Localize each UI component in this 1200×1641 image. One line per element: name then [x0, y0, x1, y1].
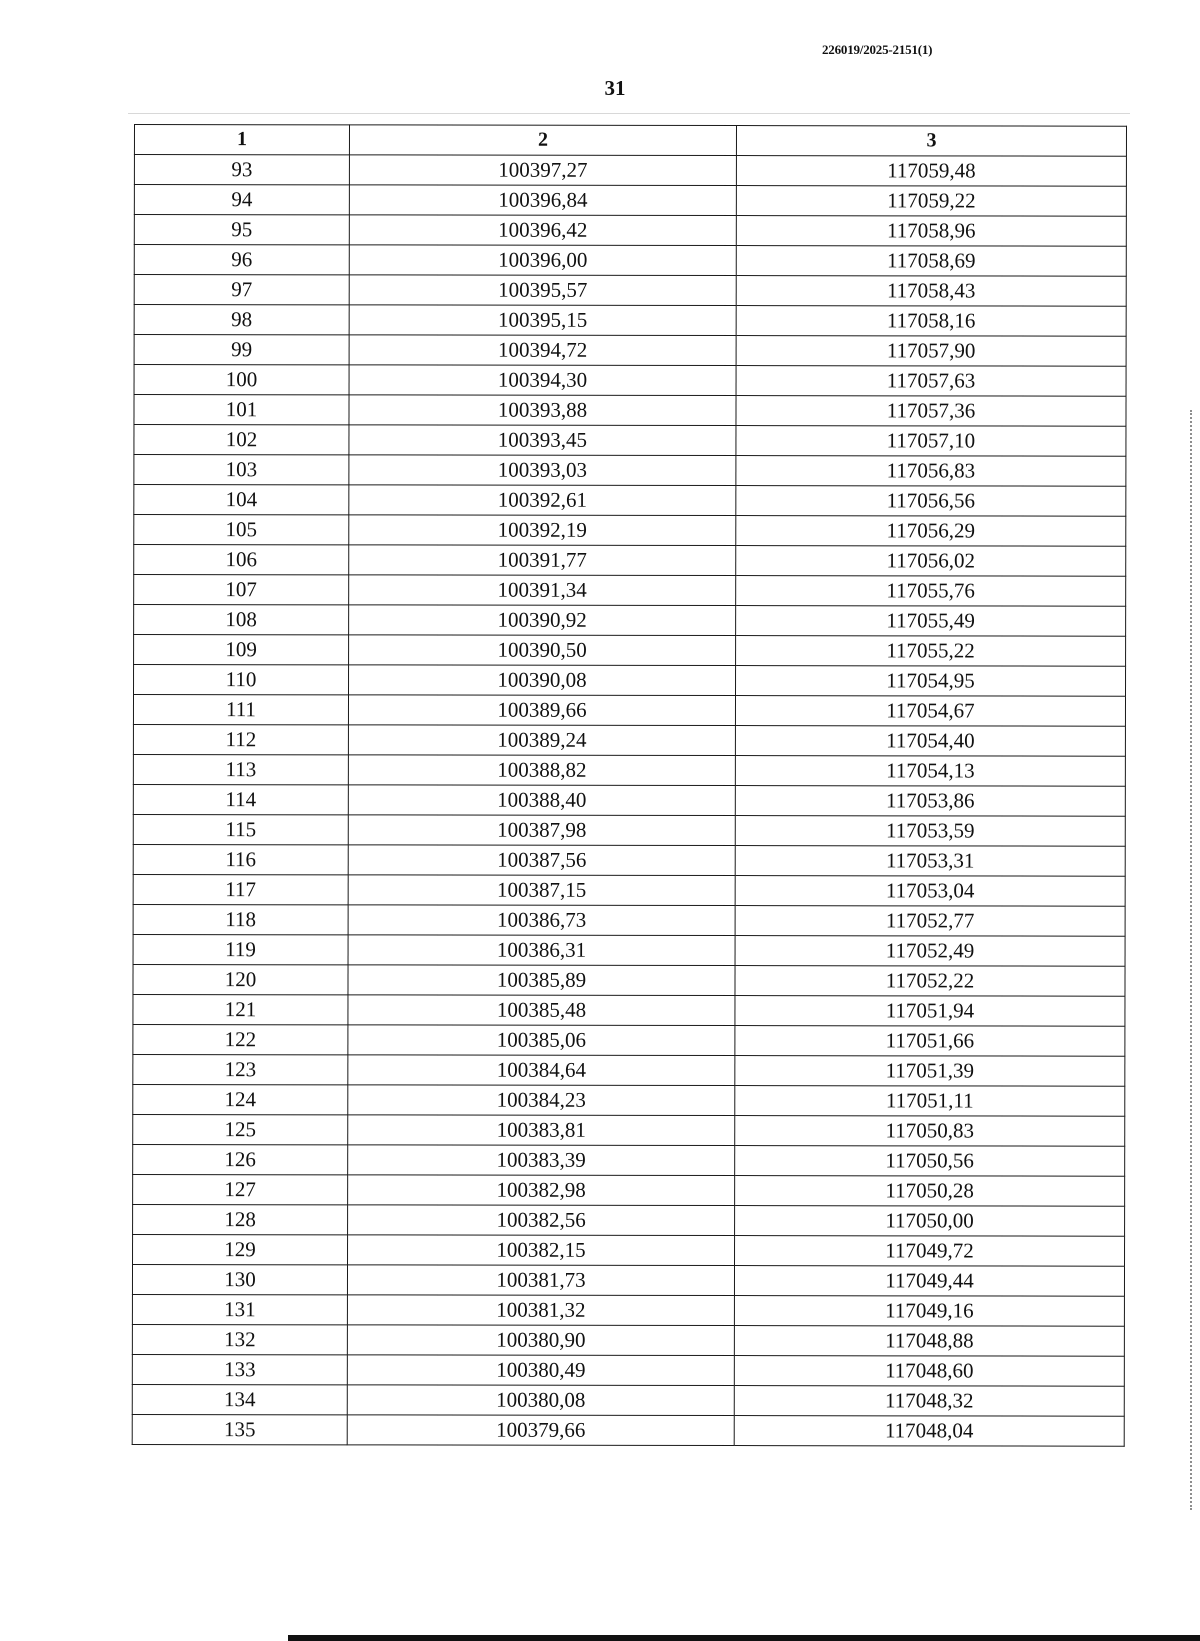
column-header-2: 2 [349, 125, 736, 156]
column-header-3: 3 [736, 126, 1126, 157]
table-row [134, 245, 1126, 277]
x-coordinate-cell: 100383,39 [348, 1145, 735, 1176]
point-number-cell: 112 [133, 724, 348, 754]
point-number-cell: 119 [133, 934, 348, 964]
point-number-cell: 132 [132, 1324, 347, 1354]
point-number-cell: 118 [133, 904, 348, 934]
x-coordinate-cell: 100380,90 [347, 1325, 734, 1356]
y-coordinate-cell: 117051,94 [735, 996, 1125, 1027]
table-row [133, 1054, 1125, 1086]
point-number-cell: 129 [133, 1234, 348, 1264]
x-coordinate-cell: 100381,73 [347, 1265, 734, 1296]
y-coordinate-cell: 117058,69 [736, 246, 1126, 277]
y-coordinate-cell: 117056,29 [736, 516, 1126, 547]
point-number-cell: 97 [134, 275, 349, 305]
point-number-cell: 115 [133, 814, 348, 844]
point-number-cell: 108 [134, 605, 349, 635]
point-number-cell: 104 [134, 485, 349, 515]
table-row [134, 335, 1126, 367]
x-coordinate-cell: 100393,45 [349, 425, 736, 456]
table-row [133, 754, 1125, 786]
x-coordinate-cell: 100396,84 [349, 185, 736, 216]
x-coordinate-cell: 100393,03 [349, 455, 736, 486]
coordinates-table-wrapper [132, 124, 1126, 1447]
table-row [133, 1024, 1125, 1056]
x-coordinate-cell: 100385,06 [348, 1025, 735, 1056]
point-number-cell: 106 [134, 545, 349, 575]
point-number-cell: 117 [133, 874, 348, 904]
point-number-cell: 123 [133, 1054, 348, 1084]
x-coordinate-cell: 100397,27 [349, 155, 736, 186]
point-number-cell: 121 [133, 994, 348, 1024]
table-row [134, 515, 1126, 547]
table-row [133, 1144, 1125, 1176]
x-coordinate-cell: 100385,89 [348, 965, 735, 996]
y-coordinate-cell: 117053,04 [735, 876, 1125, 907]
table-header-row [134, 125, 1126, 157]
x-coordinate-cell: 100390,50 [349, 635, 736, 666]
table-row [134, 635, 1126, 667]
y-coordinate-cell: 117054,13 [735, 756, 1125, 787]
y-coordinate-cell: 117051,39 [735, 1056, 1125, 1087]
point-number-cell: 134 [132, 1384, 347, 1414]
table-row [133, 904, 1125, 936]
table-row [133, 1234, 1125, 1266]
y-coordinate-cell: 117054,40 [735, 726, 1125, 757]
y-coordinate-cell: 117053,59 [735, 816, 1125, 847]
x-coordinate-cell: 100395,57 [349, 275, 736, 306]
point-number-cell: 122 [133, 1024, 348, 1054]
table-row [134, 305, 1126, 337]
document-id: 226019/2025-2151(1) [822, 42, 933, 57]
y-coordinate-cell: 117055,76 [736, 576, 1126, 607]
page-number: 31 [604, 76, 626, 100]
scan-edge-artifact [1188, 410, 1192, 1510]
x-coordinate-cell: 100390,08 [349, 665, 736, 696]
table-row [134, 365, 1126, 397]
x-coordinate-cell: 100385,48 [348, 995, 735, 1026]
y-coordinate-cell: 117056,83 [736, 456, 1126, 487]
x-coordinate-cell: 100389,66 [348, 695, 735, 726]
point-number-cell: 135 [132, 1414, 347, 1444]
x-coordinate-cell: 100393,88 [349, 395, 736, 426]
scan-hairline [128, 113, 1130, 114]
table-row [132, 1354, 1124, 1386]
y-coordinate-cell: 117052,49 [735, 936, 1125, 967]
y-coordinate-cell: 117058,16 [736, 306, 1126, 337]
point-number-cell: 103 [134, 455, 349, 485]
y-coordinate-cell: 117057,90 [736, 336, 1126, 367]
point-number-cell: 100 [134, 365, 349, 395]
y-coordinate-cell: 117057,10 [736, 426, 1126, 457]
y-coordinate-cell: 117056,56 [736, 486, 1126, 517]
table-row [134, 155, 1126, 187]
y-coordinate-cell: 117050,56 [735, 1146, 1125, 1177]
table-row [132, 1414, 1124, 1446]
table-row [133, 784, 1125, 816]
x-coordinate-cell: 100387,15 [348, 875, 735, 906]
table-row [134, 395, 1126, 427]
point-number-cell: 101 [134, 395, 349, 425]
table-row [133, 814, 1125, 846]
table-row [133, 695, 1125, 727]
x-coordinate-cell: 100380,08 [347, 1385, 734, 1416]
y-coordinate-cell: 117055,22 [736, 636, 1126, 667]
x-coordinate-cell: 100389,24 [348, 725, 735, 756]
table-body [132, 155, 1126, 1447]
point-number-cell: 110 [134, 665, 349, 695]
x-coordinate-cell: 100380,49 [347, 1355, 734, 1386]
table-row [133, 964, 1125, 996]
y-coordinate-cell: 117050,28 [735, 1176, 1125, 1207]
x-coordinate-cell: 100390,92 [349, 605, 736, 636]
point-number-cell: 96 [134, 245, 349, 275]
table-row [132, 1294, 1124, 1326]
point-number-cell: 109 [134, 635, 349, 665]
point-number-cell: 99 [134, 335, 349, 365]
x-coordinate-cell: 100382,56 [348, 1205, 735, 1236]
x-coordinate-cell: 100384,23 [348, 1085, 735, 1116]
y-coordinate-cell: 117048,60 [734, 1356, 1124, 1387]
point-number-cell: 133 [132, 1354, 347, 1384]
y-coordinate-cell: 117054,67 [735, 696, 1125, 727]
table-row [133, 844, 1125, 876]
coordinates-table [132, 124, 1127, 1447]
x-coordinate-cell: 100383,81 [348, 1115, 735, 1146]
table-row [132, 1264, 1124, 1296]
y-coordinate-cell: 117049,16 [734, 1296, 1124, 1327]
x-coordinate-cell: 100384,64 [348, 1055, 735, 1086]
table-row [134, 485, 1126, 517]
point-number-cell: 128 [133, 1204, 348, 1234]
x-coordinate-cell: 100396,42 [349, 215, 736, 246]
table-row [134, 455, 1126, 487]
y-coordinate-cell: 117056,02 [736, 546, 1126, 577]
y-coordinate-cell: 117059,22 [736, 186, 1126, 217]
y-coordinate-cell: 117059,48 [736, 156, 1126, 187]
point-number-cell: 94 [134, 185, 349, 215]
point-number-cell: 126 [133, 1144, 348, 1174]
table-row [134, 275, 1126, 307]
table-row [134, 665, 1126, 697]
y-coordinate-cell: 117048,32 [734, 1386, 1124, 1417]
column-header-1: 1 [134, 125, 349, 155]
y-coordinate-cell: 117049,44 [734, 1266, 1124, 1297]
table-row [134, 185, 1126, 217]
y-coordinate-cell: 117052,77 [735, 906, 1125, 937]
y-coordinate-cell: 117051,11 [735, 1086, 1125, 1117]
table-row [133, 874, 1125, 906]
y-coordinate-cell: 117048,04 [734, 1416, 1124, 1447]
point-number-cell: 105 [134, 515, 349, 545]
table-row [133, 724, 1125, 756]
point-number-cell: 127 [133, 1174, 348, 1204]
x-coordinate-cell: 100396,00 [349, 245, 736, 276]
y-coordinate-cell: 117054,95 [736, 666, 1126, 697]
table-row [133, 994, 1125, 1026]
x-coordinate-cell: 100382,98 [348, 1175, 735, 1206]
point-number-cell: 113 [133, 754, 348, 784]
y-coordinate-cell: 117052,22 [735, 966, 1125, 997]
x-coordinate-cell: 100395,15 [349, 305, 736, 336]
table-row [134, 545, 1126, 577]
table-row [132, 1324, 1124, 1356]
x-coordinate-cell: 100388,40 [348, 785, 735, 816]
y-coordinate-cell: 117058,43 [736, 276, 1126, 307]
point-number-cell: 131 [132, 1294, 347, 1324]
x-coordinate-cell: 100392,19 [349, 515, 736, 546]
table-row [133, 1204, 1125, 1236]
y-coordinate-cell: 117050,83 [735, 1116, 1125, 1147]
table-row [134, 575, 1126, 607]
table-row [133, 1174, 1125, 1206]
x-coordinate-cell: 100387,56 [348, 845, 735, 876]
x-coordinate-cell: 100394,30 [349, 365, 736, 396]
x-coordinate-cell: 100387,98 [348, 815, 735, 846]
point-number-cell: 102 [134, 425, 349, 455]
x-coordinate-cell: 100381,32 [347, 1295, 734, 1326]
point-number-cell: 107 [134, 575, 349, 605]
table-row [134, 215, 1126, 247]
table-row [133, 1114, 1125, 1146]
x-coordinate-cell: 100388,82 [348, 755, 735, 786]
x-coordinate-cell: 100379,66 [347, 1415, 734, 1446]
point-number-cell: 93 [134, 155, 349, 185]
y-coordinate-cell: 117057,36 [736, 396, 1126, 427]
x-coordinate-cell: 100392,61 [349, 485, 736, 516]
y-coordinate-cell: 117053,31 [735, 846, 1125, 877]
table-row [133, 1084, 1125, 1116]
x-coordinate-cell: 100391,34 [349, 575, 736, 606]
y-coordinate-cell: 117051,66 [735, 1026, 1125, 1057]
y-coordinate-cell: 117055,49 [736, 606, 1126, 637]
point-number-cell: 130 [132, 1264, 347, 1294]
x-coordinate-cell: 100394,72 [349, 335, 736, 366]
x-coordinate-cell: 100386,31 [348, 935, 735, 966]
y-coordinate-cell: 117048,88 [734, 1326, 1124, 1357]
y-coordinate-cell: 117057,63 [736, 366, 1126, 397]
x-coordinate-cell: 100382,15 [348, 1235, 735, 1266]
point-number-cell: 124 [133, 1084, 348, 1114]
point-number-cell: 98 [134, 305, 349, 335]
x-coordinate-cell: 100386,73 [348, 905, 735, 936]
y-coordinate-cell: 117050,00 [735, 1206, 1125, 1237]
table-row [134, 425, 1126, 457]
point-number-cell: 125 [133, 1114, 348, 1144]
table-row [134, 605, 1126, 637]
point-number-cell: 111 [133, 695, 348, 725]
scan-bottom-bar [288, 1635, 1200, 1641]
y-coordinate-cell: 117049,72 [735, 1236, 1125, 1267]
point-number-cell: 116 [133, 844, 348, 874]
point-number-cell: 95 [134, 215, 349, 245]
point-number-cell: 120 [133, 964, 348, 994]
point-number-cell: 114 [133, 784, 348, 814]
y-coordinate-cell: 117053,86 [735, 786, 1125, 817]
x-coordinate-cell: 100391,77 [349, 545, 736, 576]
y-coordinate-cell: 117058,96 [736, 216, 1126, 247]
table-row [132, 1384, 1124, 1416]
table-row [133, 934, 1125, 966]
